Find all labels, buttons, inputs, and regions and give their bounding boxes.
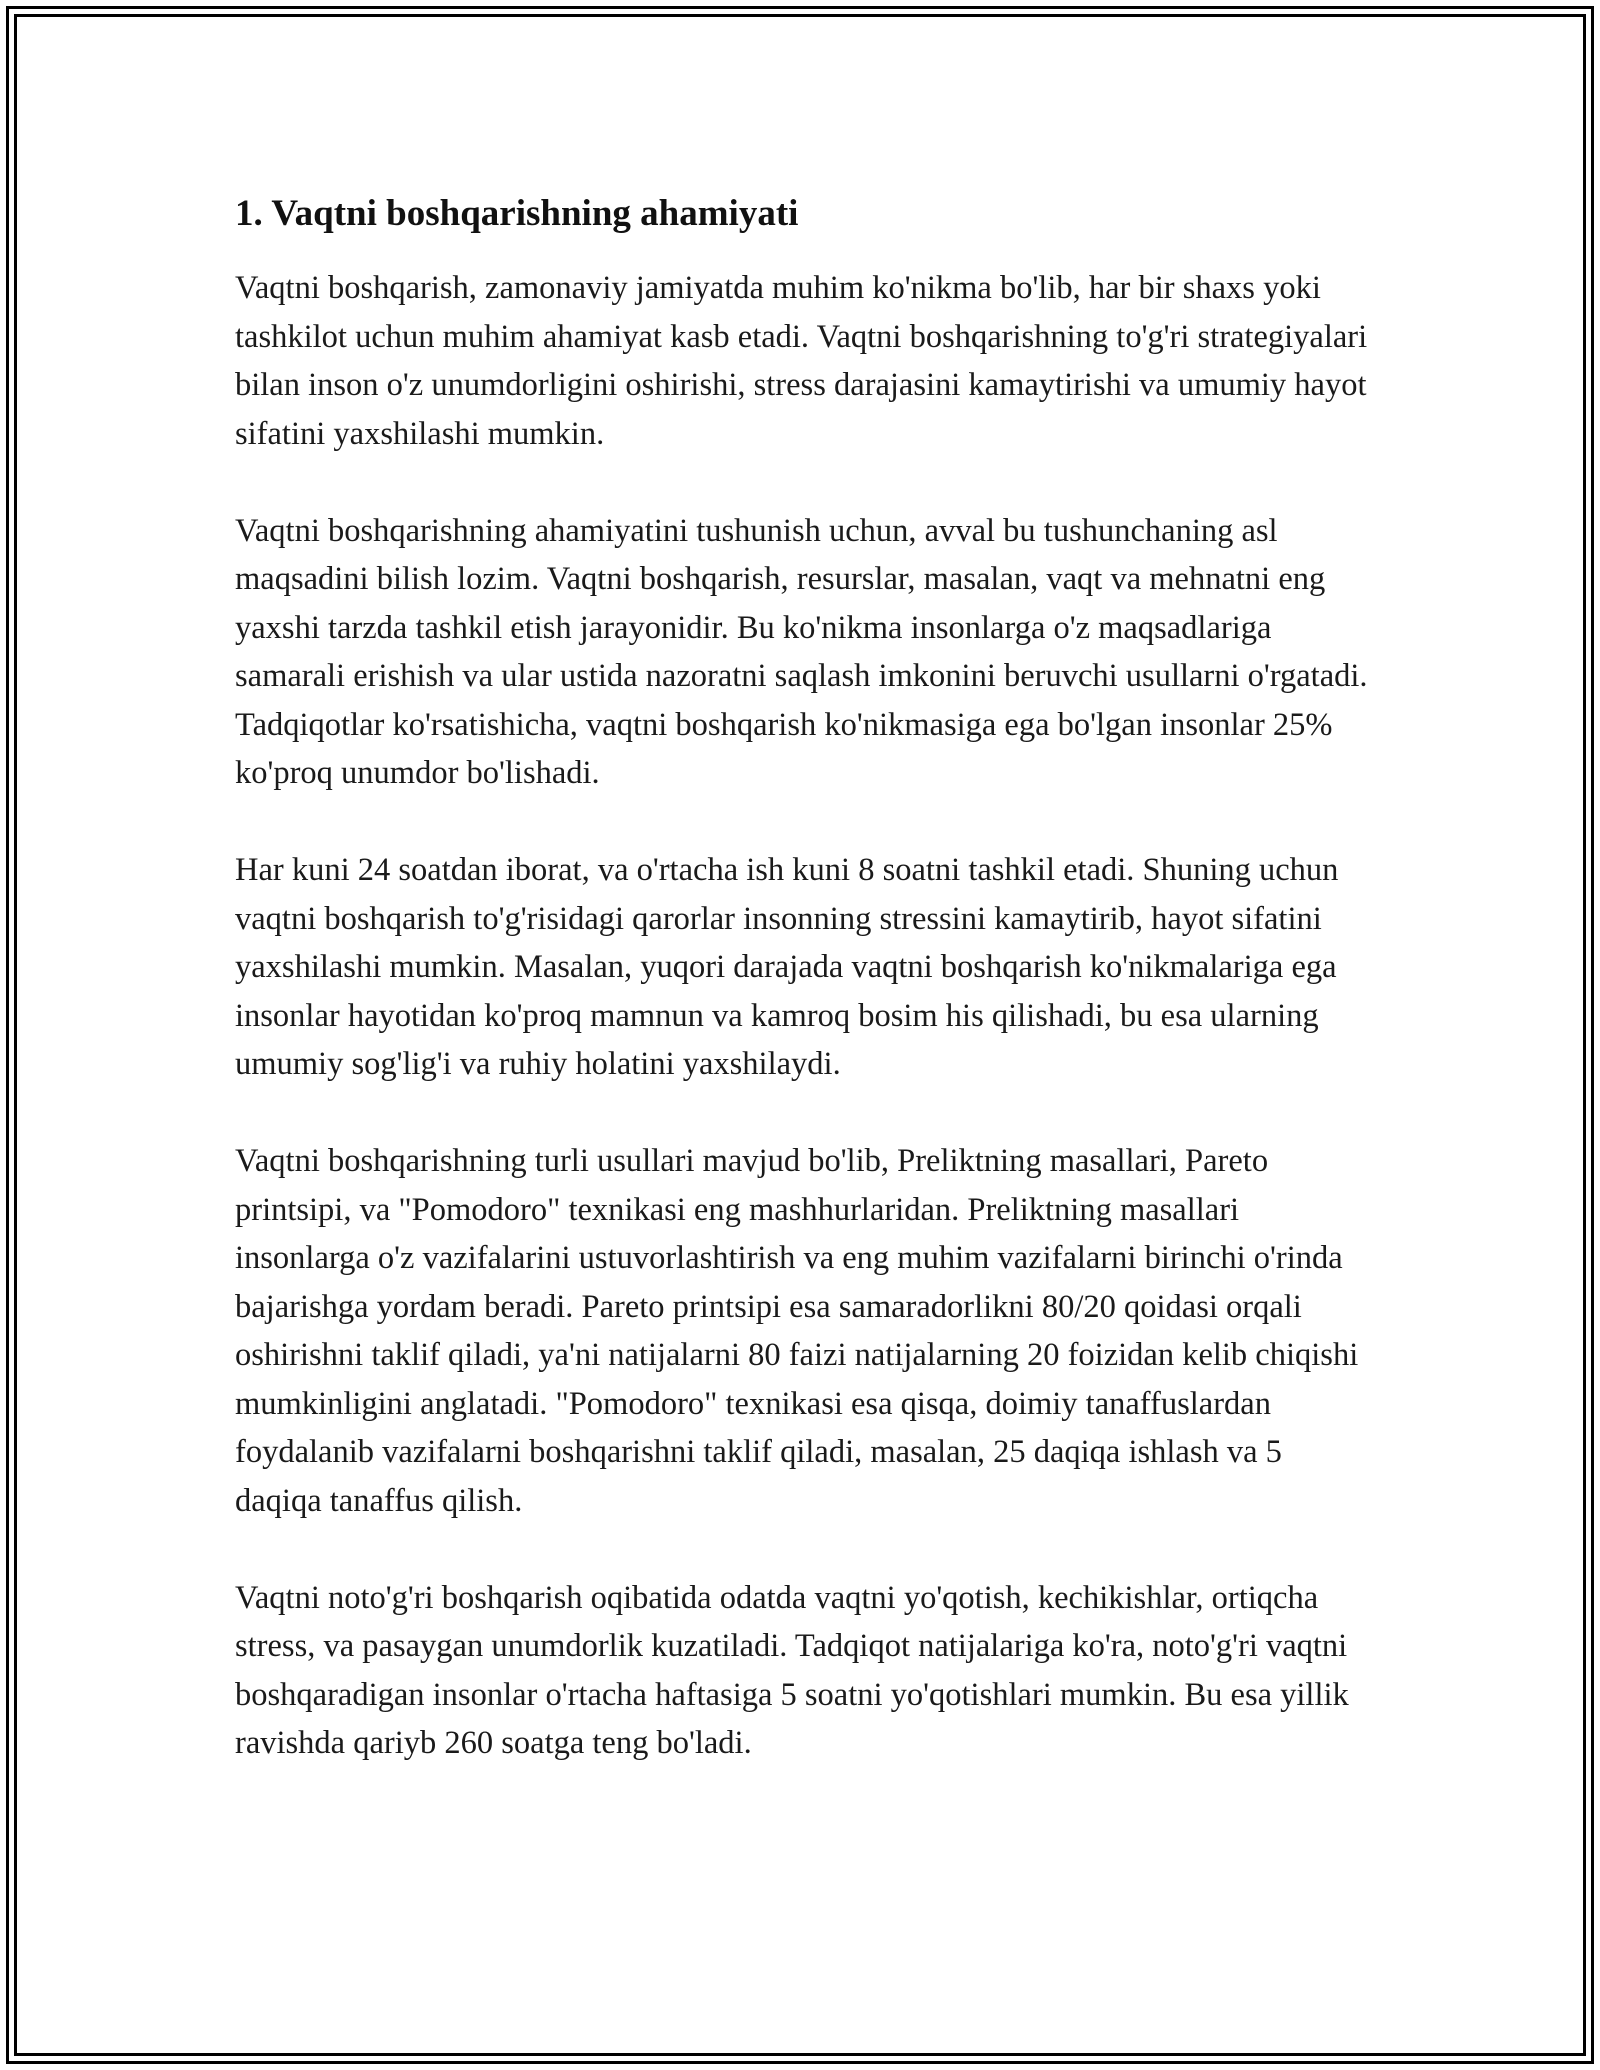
paragraph-3: Har kuni 24 soatdan iborat, va o'rtacha ish kuni 8 soatni tashkil etadi. Shuning uchun vaqtni boshqarish to'g'risidagi qarorlar insonning stressini kamaytirib, hayot sifatini yaxshilashi mumkin. Masalan, yuqori darajada vaqtni boshqarish ko'nikmalariga ega insonlar hayotidan ko'proq mamnun va kamroq bosim his qilishadi, bu esa ularning umumiy sog'lig'i va ruhiy holatini yaxshilaydi. xyxy=(235,852,1339,1083)
document-body xyxy=(235,180,1375,1816)
paragraph-4: Vaqtni boshqarishning turli usullari mavjud bo'lib, Preliktning masallari, Pareto printsipi, va "Pomodoro" texnikasi eng mashhurlaridan. Preliktning masallari insonlarga o'z vazifalarini ustuvorlashtirish va eng muhim vazifalarni birinchi o'rinda bajarishga yordam beradi. Pareto printsipi esa samaradorlikni 80/20 qoidasi orqali oshirishni taklif qiladi, ya'ni natijalarni 80 faizi natijalarning 20 foizidan kelib chiqishi mumkinligini anglatadi. "Pomodoro" texnikasi esa qisqa, doimiy tanaffuslardan foydalanib vazifalarni boshqarishni taklif qiladi, masalan, 25 daqiqa ishlash va 5 daqiqa tanaffus qilish. xyxy=(235,1143,1359,1519)
paragraph-1: Vaqtni boshqarish, zamonaviy jamiyatda muhim ko'nikma bo'lib, har bir shaxs yoki tashkilot uchun muhim ahamiyat kasb etadi. Vaqtni boshqarishning to'g'ri strategiyalari bilan inson o'z unumdorligini oshirishi, stress darajasini kamaytirishi va umumiy hayot sifatini yaxshilashi mumkin. xyxy=(235,270,1368,452)
section-heading: 1. Vaqtni boshqarishning ahamiyati xyxy=(235,193,799,234)
paragraph-5: Vaqtni noto'g'ri boshqarish oqibatida odatda vaqtni yo'qotish, kechikishlar, ortiqcha stress, va pasaygan unumdorlik kuzatiladi. Tadqiqot natijalariga ko'ra, noto'g'ri vaqtni boshqaradigan insonlar o'rtacha haftasiga 5 soatni yo'qotishlari mumkin. Bu esa yillik ravishda qariyb 260 soatga teng bo'ladi. xyxy=(235,1579,1349,1762)
paragraph-2: Vaqtni boshqarishning ahamiyatini tushunish uchun, avval bu tushunchaning asl maqsadini bilish lozim. Vaqtni boshqarish, resurslar, masalan, vaqt va mehnatni eng yaxshi tarzda tashkil etish jarayonidir. Bu ko'nikma insonlarga o'z maqsadlariga samarali erishish va ular ustida nazoratni saqlash imkonini beruvchi usullarni o'rgatadi. Tadqiqotlar ko'rsatishicha, vaqtni boshqarish ko'nikmasiga ega bo'lgan insonlar 25% ko'proq unumdor bo'lishadi. xyxy=(235,512,1368,792)
